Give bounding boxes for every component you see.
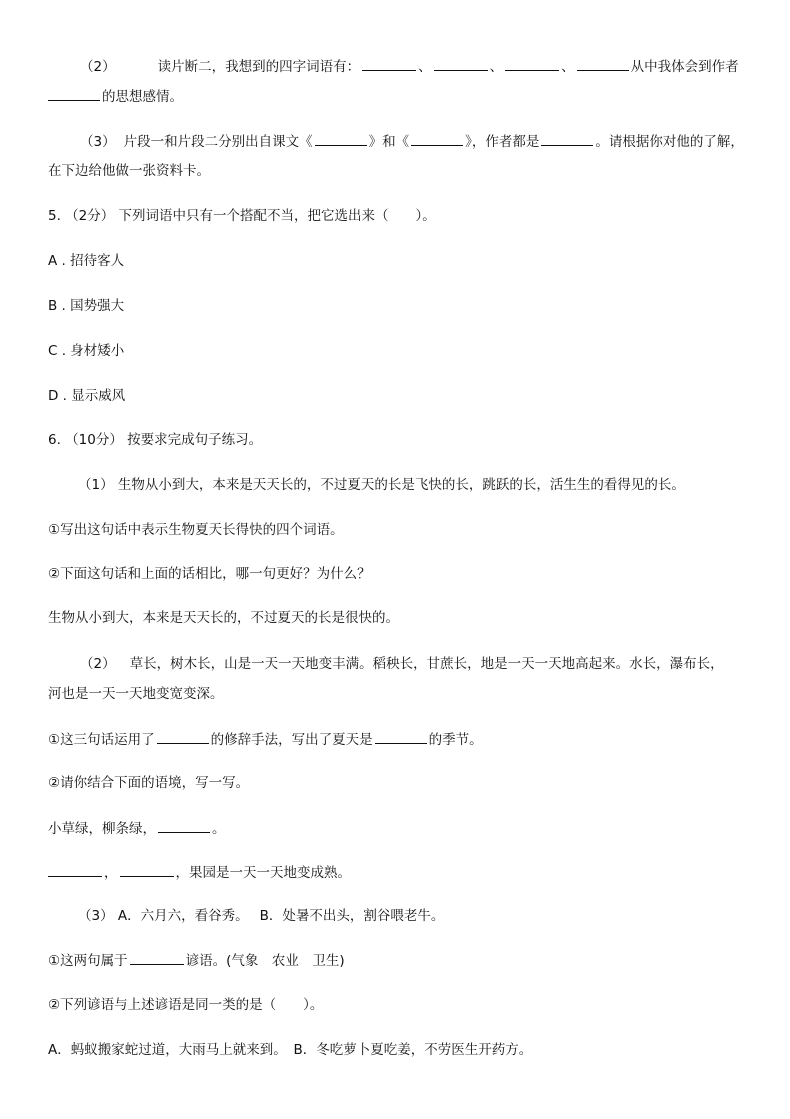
q6-s3-q1: ①这两句属于 谚语。(气象 农业 卫生) xyxy=(48,950,750,971)
answer-blank[interactable] xyxy=(434,56,488,71)
q6-s1-q2: ②下面这句话和上面的话相比，哪一句更好？为什么？ xyxy=(48,566,371,582)
q6-s1: （1） 生物从小到大，本来是天天长的，不过夏天的长是飞快的长，跳跃的长，活生生的看得见的长。 xyxy=(78,477,685,493)
q5-option-b[interactable]: B . 国势强大 xyxy=(48,298,125,314)
answer-blank[interactable] xyxy=(577,56,629,71)
answer-blank[interactable] xyxy=(315,131,367,146)
q6-stem: 6. （10分） 按要求完成句子练习。 xyxy=(48,432,263,448)
answer-blank[interactable] xyxy=(375,729,427,744)
q6-s2-number: （2） xyxy=(80,656,116,672)
q4-p2-text-a: 读片断二，我想到的四字词语有： xyxy=(157,59,361,75)
answer-blank[interactable] xyxy=(48,86,100,101)
answer-blank[interactable] xyxy=(120,862,174,877)
q4-p3-text-d: 。请根据你对他的了解， xyxy=(595,134,744,150)
q4-p2-number: （2） xyxy=(80,59,116,75)
q4-p3-line1 xyxy=(48,131,750,152)
q6-s2-context-line2: ， ，果园是一天一天地变成熟。 xyxy=(48,862,750,883)
q5-option-c[interactable]: C . 身材矮小 xyxy=(48,343,125,359)
q6-s2-q2: ②请你结合下面的语境，写一写。 xyxy=(48,775,250,791)
q6-s3: （3） A．六月六，看谷秀。 B．处暑不出头，割谷喂老牛。 xyxy=(78,908,445,924)
q4-p3-text-e: 在下边给他做一张资料卡。 xyxy=(48,163,210,179)
q4-p3-text-c: 》，作者都是 xyxy=(465,134,540,150)
q4-p3-number: （3） xyxy=(80,134,116,150)
answer-blank[interactable] xyxy=(362,56,416,71)
q5-option-d[interactable]: D . 显示威风 xyxy=(48,388,126,404)
q6-s2-context-line1: 小草绿，柳条绿， 。 xyxy=(48,818,750,839)
answer-blank[interactable] xyxy=(411,131,463,146)
q4-p2-line1: （2） 读片断二，我想到的四字词语有： 、 、 、 从中我体会到作者 xyxy=(48,56,750,77)
q6-s2-text-a: 草长，树木长，山是一天一天地变丰满。稻秧长，甘蔗长，地是一天一天地高起来。水长，瀑布长， xyxy=(129,656,724,672)
q4-p2-line2 xyxy=(48,86,750,107)
q5-stem: 5. （2分） 下列词语中只有一个搭配不当，把它选出来（ ）。 xyxy=(48,208,436,224)
q6-s1-q2-text: 生物从小到大，本来是天天长的，不过夏天的长是很快的。 xyxy=(48,610,399,626)
answer-blank[interactable] xyxy=(158,818,210,833)
answer-blank[interactable] xyxy=(157,729,209,744)
q6-s3-q2: ②下列谚语与上述谚语是同一类的是（ ）。 xyxy=(48,997,324,1013)
q6-s2-line1 xyxy=(48,654,750,674)
q4-p2-text-c: 的思想感情。 xyxy=(102,89,183,105)
q6-s2-q1: ①这三句话运用了 的修辞手法，写出了夏天是 的季节。 xyxy=(48,729,750,750)
q4-p3-text-b: 》和《 xyxy=(368,134,410,150)
q4-p3-text-a: 片段一和片段二分别出自课文《 xyxy=(123,134,313,150)
q4-p2-text-b: 从中我体会到作者 xyxy=(630,59,739,75)
q5-option-a[interactable]: A . 招待客人 xyxy=(48,253,125,269)
answer-blank[interactable] xyxy=(130,950,184,965)
q4-p3-line2 xyxy=(48,161,750,181)
q6-s1-q1: ①写出这句话中表示生物夏天长得快的四个词语。 xyxy=(48,522,344,538)
answer-blank[interactable] xyxy=(541,131,593,146)
answer-blank[interactable] xyxy=(505,56,559,71)
answer-blank[interactable] xyxy=(48,862,102,877)
q6-s2-line2: 河也是一天一天地变宽变深。 xyxy=(48,686,224,702)
q6-s3-options: A．蚂蚁搬家蛇过道，大雨马上就来到。 B．冬吃萝卜夏吃姜，不劳医生开药方。 xyxy=(48,1042,533,1058)
